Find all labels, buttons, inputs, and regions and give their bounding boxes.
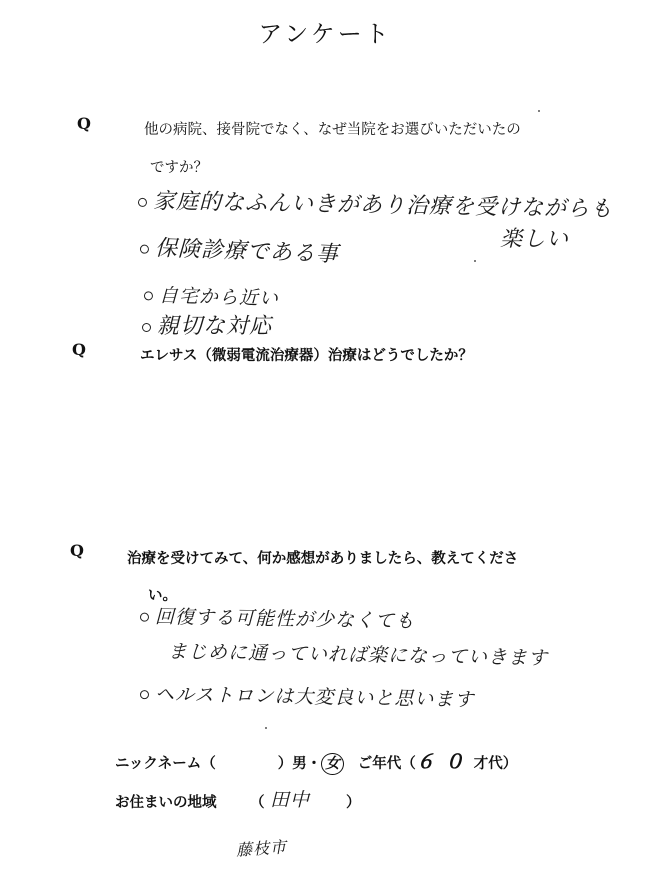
region-open-paren: （ xyxy=(250,795,265,811)
q3-text-line2: い。 xyxy=(148,588,177,604)
nickname-row xyxy=(115,747,517,775)
scan-speck xyxy=(538,110,540,112)
q1-answer-1 xyxy=(138,184,613,223)
page-title: アンケート xyxy=(258,20,392,48)
q3-answer-1 xyxy=(140,602,415,634)
q3-text-line1: 治療を受けてみて、何か感想がありましたら、教えてくださ xyxy=(127,551,519,567)
q3-answer-2-text: ヘルストロンは大変良いと思います xyxy=(154,683,475,711)
q3-marker: Q xyxy=(70,541,84,560)
q1-answer-3 xyxy=(144,280,280,311)
q1-answer-4 xyxy=(142,309,272,340)
bullet-icon xyxy=(144,291,153,300)
q1-answer-2-text: 保険診療である事 xyxy=(154,236,340,268)
q3-answer-1-cont: まじめに通っていれば楽になっていきます xyxy=(167,640,549,670)
age-label: ご年代（ xyxy=(357,756,416,772)
q2-marker: Q xyxy=(72,340,86,359)
q1-answer-4-text: 親切な対応 xyxy=(157,314,273,339)
q1-answer-1-text: 家庭的なふんいきがあり治療を受けながらも xyxy=(152,189,614,223)
q1-text-line2: ですか？ xyxy=(150,160,208,176)
q1-marker: Q xyxy=(77,114,91,133)
q1-answer-2 xyxy=(140,231,340,269)
region-value: 田中 xyxy=(270,789,311,811)
q1-answer-3-text: 自宅から近い xyxy=(158,284,280,310)
region-close-paren: ） xyxy=(346,795,361,811)
q3-answer-2 xyxy=(140,679,475,712)
age-suffix: 才代） xyxy=(473,756,518,772)
age-value: ６０ xyxy=(415,751,474,773)
bullet-icon xyxy=(142,323,151,332)
region-label: お住まいの地域 xyxy=(115,795,217,811)
nickname-label: ニックネーム（ xyxy=(115,756,216,772)
scan-speck xyxy=(474,260,476,262)
gender-label: ）男・ xyxy=(277,756,322,772)
q1-text-line1: 他の病院、接骨院でなく、なぜ当院をお選びいただいたの xyxy=(144,122,521,138)
q2-text: エレサス（微弱電流治療器）治療はどうでしたか？ xyxy=(140,348,473,364)
gender-selected: 女 xyxy=(321,753,344,775)
bullet-icon xyxy=(140,613,149,622)
scan-speck xyxy=(265,727,267,729)
city-value: 藤枝市 xyxy=(235,837,288,860)
q1-answer-1-cont: 楽しい xyxy=(500,227,570,252)
bullet-icon xyxy=(140,690,149,699)
bullet-icon xyxy=(138,197,147,206)
q3-answer-1-text: 回復する可能性が少なくても xyxy=(154,605,416,633)
bullet-icon xyxy=(140,244,149,253)
